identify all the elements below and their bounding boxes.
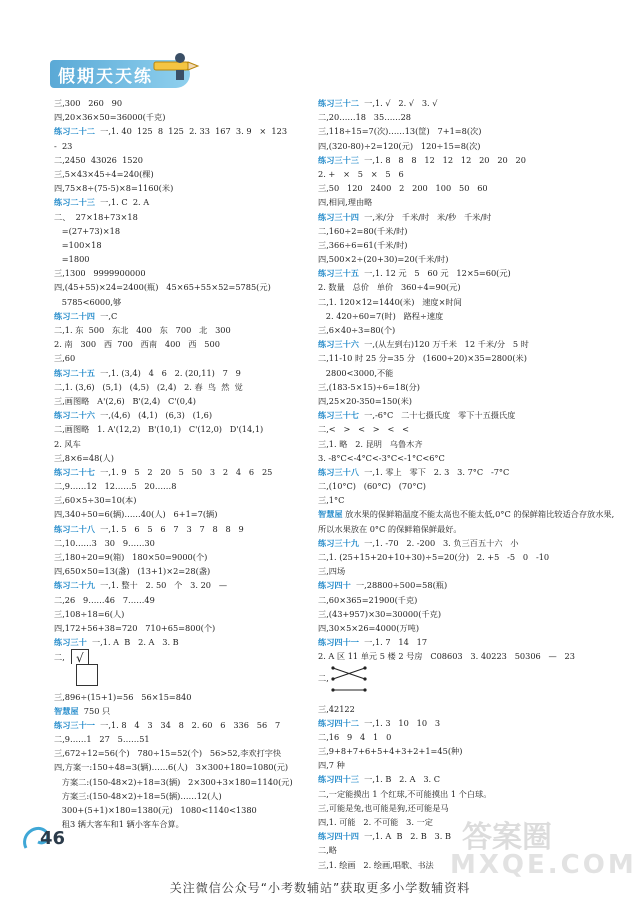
exercise-tag: 练习四十 — [318, 580, 351, 591]
answer-line — [54, 181, 304, 195]
answer-text: 三,672÷12=56(个) 780÷15=52(个) 56>52,李欢打字快 — [54, 748, 282, 759]
answer-line — [54, 732, 304, 746]
answer-line — [54, 451, 304, 465]
answer-text: 2. 风车 — [54, 438, 81, 449]
answer-text: 三,5×43×45÷4=240(棵) — [54, 168, 154, 179]
exercise-heading-line — [318, 266, 618, 280]
answer-text: 一,1. 5 6 5 6 7 3 7 8 8 9 — [94, 523, 244, 534]
answer-line — [318, 366, 618, 380]
exercise-heading-line — [54, 366, 304, 380]
answer-text: 三,9+8+7+6+5+4+3+2+1=45(种) — [318, 746, 463, 757]
answer-text: 四,340÷50=6(辆)……40(人) 6+1=7(辆) — [54, 509, 218, 520]
answer-line — [54, 139, 304, 153]
answer-line — [318, 593, 618, 607]
answer-text: 四,(45+55)×24=2400(瓶) 45×65+55×52=5785(元) — [54, 282, 271, 293]
answer-text: 四,25×20-350=150(米) — [318, 395, 412, 406]
answer-text: 三,180÷20=9(箱) 180×50=9000(个) — [54, 552, 208, 562]
answer-text: 三,118÷15=7(次)……13(筐) 7+1=8(次) — [318, 126, 482, 137]
answer-line — [54, 607, 304, 621]
answer-line — [318, 564, 618, 578]
answer-line — [318, 167, 618, 181]
answer-line — [318, 664, 618, 698]
exercise-tag: 练习三十二 — [318, 98, 359, 108]
answer-text: 三,896÷(15+1)=56 56×15=840 — [54, 691, 192, 702]
exercise-tag: 智慧屋 — [54, 705, 79, 716]
exercise-tag: 练习四十四 — [318, 831, 359, 842]
answer-line — [318, 649, 618, 663]
answer-line — [54, 760, 304, 774]
answer-text: 四,7 种 — [318, 760, 345, 771]
answer-line — [318, 621, 618, 635]
exercise-tag: 练习三十三 — [318, 154, 359, 165]
answer-text: 三,可能是兔,也可能是狗,还可能是马 — [318, 802, 449, 813]
exercise-heading-line — [318, 408, 618, 422]
matching-lines-diagram — [329, 664, 369, 694]
answer-line — [54, 789, 304, 803]
answer-text: 二,1. (25+15+20+10+30)÷5=20(分) 2. +5 -5 0 -10 — [318, 552, 550, 563]
answer-text: 一,1. 8 4 3 34 8 2. 60 6 336 56 7 — [94, 719, 281, 730]
answer-line — [54, 238, 304, 252]
answer-line — [54, 664, 304, 690]
answer-text: =(27+73)×18 — [54, 225, 121, 236]
answer-line — [318, 394, 618, 408]
answer-line — [54, 817, 304, 831]
answer-text: 二,9……12 12……5 20……8 — [54, 481, 177, 492]
answer-text: 2. A 区 11 单元 5 楼 2 号房 C08603 3. 40223 50306 — 23 — [318, 651, 575, 662]
answer-text: 二、 27×18+73×18 — [54, 211, 138, 222]
answer-text: 一,1. 12 元 5 60 元 12×5=60(元) — [358, 268, 511, 279]
answer-text: 三,50 120 2400 2 200 100 50 60 — [318, 183, 488, 194]
answer-text: 750 只 — [78, 705, 111, 716]
answer-text: 租3 辆大客车和1 辆小客车合算。 — [54, 819, 184, 830]
answer-text: 二,一定能摸出 1 个红球,不可能摸出 1 个白球。 — [318, 788, 492, 799]
exercise-heading-line — [318, 465, 618, 479]
exercise-heading-line — [318, 536, 618, 550]
answer-text: 二,11-10 时 25 分=35 分 (1600÷20)×35=2800(米) — [318, 353, 527, 364]
answer-text: 二,20……18 35……28 — [318, 112, 412, 123]
answer-text: 二,(10°C) (60°C) (70°C) — [318, 481, 426, 492]
answer-text: 一,1. A B 2. A 3. B — [86, 637, 179, 648]
answer-text: 一,1. -70 2. -200 3. 负三百五十六 小 — [358, 537, 519, 548]
answer-line — [318, 493, 618, 507]
answer-line — [54, 507, 304, 521]
answer-line — [54, 775, 304, 789]
answer-line — [318, 309, 618, 323]
answer-line — [54, 110, 304, 124]
exercise-heading-line — [318, 716, 618, 730]
answer-text: 5785<6000,够 — [54, 296, 122, 307]
answer-line — [318, 758, 618, 772]
answer-line — [318, 550, 618, 564]
answer-text: =1800 — [54, 254, 90, 265]
answer-line — [54, 210, 304, 224]
answer-text: 三,60×5÷30=10(本) — [54, 495, 137, 506]
answer-line — [54, 621, 304, 635]
exercise-tag: 练习三十六 — [318, 339, 359, 350]
answer-text: 三,(43+957)×30=30000(千克) — [318, 608, 442, 619]
answer-line — [318, 295, 618, 309]
answer-text: 一,1. A B 2. B 3. B — [358, 831, 451, 842]
exercise-heading-line — [318, 153, 618, 167]
answer-column-left — [54, 96, 304, 831]
answer-text: 方案三:(150-48×2)÷18=5(辆)……12(人) — [54, 790, 222, 801]
answer-text: 一,1. C 2. A — [94, 197, 150, 208]
answer-text: 3. -8°C<-4°C<-3°C<-1°C<6°C — [318, 452, 445, 463]
answer-line — [54, 153, 304, 167]
exercise-heading-line — [318, 772, 618, 786]
answer-text: 300+(5+1)×180=1380(元) 1080<1140<1380 — [54, 805, 257, 815]
answer-text: 二,画图略 1. A'(12,2) B'(10,1) C'(12,0) D'(14,1) — [54, 424, 264, 435]
answer-text: 四,(320-80)÷2=120(元) 120÷15=8(次) — [318, 140, 481, 151]
answer-text: 三,(183-5×15)÷6=18(分) — [318, 381, 420, 392]
exercise-tag: 练习三十 — [54, 637, 87, 648]
answer-text: 一,-6°C 二十七摄氏度 零下十五摄氏度 — [358, 410, 516, 421]
answer-text: 一,米/分 千米/时 米/秒 千米/时 — [358, 211, 492, 222]
answer-line — [318, 323, 618, 337]
exercise-heading-line — [318, 635, 618, 649]
answer-text: 二,< > < > < < — [318, 424, 409, 435]
answer-text: 一,1. 整十 2. 50 个 3. 20 — — [94, 580, 228, 591]
answer-text: 一,1. 零上 零下 2. 3 3. 7°C -7°C — [358, 466, 510, 477]
answer-text: 2. 420÷60=7(时) 路程÷速度 — [318, 310, 444, 321]
exercise-heading-line — [54, 195, 304, 209]
pencil-icon — [150, 52, 200, 82]
answer-text: 四,500×2÷(20+30)=20(千米/时) — [318, 254, 449, 265]
answer-text: 三,1300 9999900000 — [54, 268, 146, 279]
exercise-heading-line — [318, 337, 618, 351]
checked-box-icon: √ — [71, 649, 89, 663]
answer-line — [54, 252, 304, 266]
answer-text: 四,相同,理由略 — [318, 197, 373, 208]
answer-line — [54, 690, 304, 704]
answer-text: 四,172+56+38=720 710+65=800(个) — [54, 622, 216, 633]
exercise-tag: 练习二十二 — [54, 126, 95, 137]
exercise-tag: 练习四十三 — [318, 774, 359, 785]
exercise-tag: 练习三十七 — [318, 410, 359, 421]
exercise-tag: 练习二十三 — [54, 197, 95, 208]
exercise-heading-line — [54, 124, 304, 138]
exercise-heading-line — [318, 96, 618, 110]
answer-text: 一,1. 3 10 10 3 — [358, 717, 441, 728]
answer-text: 二,26 9……46 7……49 — [54, 594, 155, 605]
watermark-logo-text: 答案圈 — [462, 820, 552, 855]
answer-line — [318, 280, 618, 294]
answer-text: 二,60×365=21900(千克) — [318, 594, 418, 605]
answer-text: 四,75×8÷(75-5)×8=1160(米) — [54, 183, 174, 194]
answer-text: 一,(4,6) (4,1) (6,3) (1,6) — [94, 410, 213, 421]
answer-line — [54, 380, 304, 394]
answer-text: 一,1. (3,4) 4 6 2. (20,11) 7 9 — [94, 367, 241, 378]
answer-line — [318, 238, 618, 252]
exercise-heading-line — [54, 635, 304, 649]
answer-line — [54, 224, 304, 238]
banner-title: 假期天天练 — [58, 67, 153, 87]
answer-text: 二,1. 东 500 东北 400 东 700 北 300 — [54, 325, 231, 335]
answer-line — [318, 124, 618, 138]
answer-line — [54, 803, 304, 817]
answer-text: 四,方案一:150÷48=3(辆)……6(人) 3×300+180=1080(元) — [54, 762, 289, 773]
answer-text: 三,8×6=48(人) — [54, 452, 114, 463]
answer-line — [54, 337, 304, 351]
answer-text: 三,1. 绘画 2. 绘画,唱歌、书法 — [318, 859, 434, 870]
answer-line — [318, 181, 618, 195]
exercise-heading-line — [54, 718, 304, 732]
exercise-tag: 练习四十二 — [318, 717, 359, 728]
answer-text: 三,366÷6=61(千米/时) — [318, 239, 408, 250]
answer-text: 二,160÷2=80(千米/时) — [318, 225, 408, 236]
answer-text: 三,60 — [54, 353, 76, 364]
answer-line — [318, 224, 618, 238]
answer-text: 三,42122 — [318, 703, 355, 714]
answer-line — [54, 295, 304, 309]
answer-line — [54, 167, 304, 181]
answer-line — [318, 380, 618, 394]
answer-line — [54, 564, 304, 578]
answer-line — [318, 479, 618, 493]
answer-text: 三,1°C — [318, 495, 345, 506]
answer-line — [318, 139, 618, 153]
answer-text: 一,1. 9 5 2 20 5 50 3 2 4 6 25 — [94, 466, 273, 477]
answer-text: 四,650×50=13(盏) (13+1)×2=28(盏) — [54, 566, 211, 577]
exercise-tag: 练习二十六 — [54, 410, 95, 421]
exercise-tag: 练习二十四 — [54, 310, 95, 321]
answer-line — [54, 323, 304, 337]
exercise-tag: 练习二十八 — [54, 523, 95, 534]
exercise-tag: 练习三十四 — [318, 211, 359, 222]
exercise-heading-line — [54, 408, 304, 422]
answer-text: 二,1. (3,6) (5,1) (4,5) (2,4) 2. 春 鸟 然 觉 — [54, 381, 243, 392]
answer-text: 二,10……3 30 9……30 — [54, 537, 155, 548]
exercise-heading-line — [54, 522, 304, 536]
answer-text: 放水果的保鲜箱温度不能太高也不能太低,0°C 的保鲜箱比较适合存放水果,所以水果放在 0°C 的保鲜箱保鲜最好。 — [318, 509, 615, 534]
answer-line — [54, 479, 304, 493]
answer-text: 四,20×36×50=36000(千克) — [54, 112, 166, 123]
exercise-tag: 练习二十九 — [54, 580, 95, 591]
answer-line — [54, 649, 304, 663]
answer-text: 一,28800÷500=58(瓶) — [350, 580, 448, 591]
answer-line — [54, 550, 304, 564]
answer-text: 二,9……1 27 5……51 — [54, 734, 150, 745]
exercise-tag: 练习四十一 — [318, 637, 359, 648]
answer-text: 二,略 — [318, 845, 337, 856]
exercise-heading-line — [54, 309, 304, 323]
exercise-heading-line — [318, 210, 618, 224]
answer-line — [54, 394, 304, 408]
answer-text: 三,画图略 A'(2,6) B'(2,4) C'(0,4) — [54, 395, 196, 406]
answer-text: 方案二:(150-48×2)÷18=3(辆) 2×300+3×180=1140(元) — [54, 776, 293, 787]
answer-line — [318, 607, 618, 621]
answer-text: 2. + × 5 × 5 6 — [318, 168, 404, 179]
exercise-heading-line — [318, 507, 618, 535]
answer-text: 一,1. 40 125 8 125 2. 33 167 3. 9 × 123 — [94, 126, 288, 137]
answer-line — [318, 195, 618, 209]
exercise-tag: 练习二十七 — [54, 466, 95, 477]
answer-text: 一,C — [94, 310, 118, 321]
answer-text: 一,1. √ 2. √ 3. √ — [358, 98, 438, 108]
exercise-tag: 练习三十一 — [54, 719, 95, 730]
answer-line — [54, 493, 304, 507]
answer-line — [54, 536, 304, 550]
answer-text: =100×18 — [54, 239, 102, 250]
exercise-heading-line — [54, 465, 304, 479]
answer-line — [54, 437, 304, 451]
answer-text: 一,1. 8 8 8 12 12 12 20 20 20 — [358, 154, 526, 165]
empty-box-icon — [76, 664, 98, 686]
answer-line — [54, 96, 304, 110]
page-number: 46 — [40, 828, 66, 849]
answer-line — [318, 252, 618, 266]
answer-text: 一,(从左到右)120 万千米 12 千米/分 5 时 — [358, 339, 529, 350]
answer-line — [54, 593, 304, 607]
answer-text: 2. 数量 总价 单价 360÷4=90(元) — [318, 282, 461, 293]
answer-text: 四,30×5×26=4000(万吨) — [318, 622, 420, 633]
answer-text: - 23 — [54, 140, 73, 151]
answer-line — [318, 451, 618, 465]
answer-text: 二, — [318, 672, 329, 683]
exercise-tag: 练习三十五 — [318, 268, 359, 279]
answer-column-right — [318, 96, 618, 872]
answer-text: 四,1. 可能 2. 不可能 3. 一定 — [318, 817, 433, 828]
answer-line — [318, 437, 618, 451]
answer-line — [318, 744, 618, 758]
answer-text: 二,16 9 4 1 0 — [318, 731, 392, 742]
answer-line — [318, 702, 618, 716]
answer-text: 二,1. 120×12=1440(米) 速度×时间 — [318, 296, 462, 307]
exercise-tag: 练习三十八 — [318, 466, 359, 477]
answer-text: 三,1. 略 2. 昆明 乌鲁木齐 — [318, 438, 423, 449]
exercise-heading-line — [54, 704, 304, 718]
exercise-tag: 练习二十五 — [54, 367, 95, 378]
answer-text: 二, — [54, 652, 65, 663]
answer-line — [318, 422, 618, 436]
answer-text: 一,1. B 2. A 3. C — [358, 774, 441, 785]
answer-text: 2. 南 300 西 700 西南 400 西 500 — [54, 339, 220, 350]
exercise-tag: 练习三十九 — [318, 537, 359, 548]
answer-text: 2800<3000,不能 — [318, 367, 394, 378]
answer-line — [318, 351, 618, 365]
answer-line — [318, 787, 618, 801]
answer-text: 二,2450 43026 1520 — [54, 154, 143, 165]
answer-text: 三,108÷18=6(人) — [54, 608, 125, 619]
footer-note: 关注微信公众号“小考数辅站”获取更多小学数辅资料 — [169, 881, 471, 895]
answer-line — [318, 110, 618, 124]
exercise-tag: 智慧屋 — [318, 509, 343, 520]
answer-text: 三,四场 — [318, 566, 346, 577]
exercise-heading-line — [54, 578, 304, 592]
answer-text: 三,6×40÷3=80(个) — [318, 325, 396, 335]
answer-line — [54, 280, 304, 294]
answer-line — [54, 266, 304, 280]
watermark-url-text: MXQE.COM — [450, 850, 637, 880]
answer-text: 三,300 260 90 — [54, 98, 123, 108]
answer-line — [54, 422, 304, 436]
answer-line — [54, 351, 304, 365]
exercise-heading-line — [318, 578, 618, 592]
answer-text: 一,1. 7 14 17 — [358, 637, 428, 648]
answer-line — [54, 746, 304, 760]
answer-line — [318, 730, 618, 744]
